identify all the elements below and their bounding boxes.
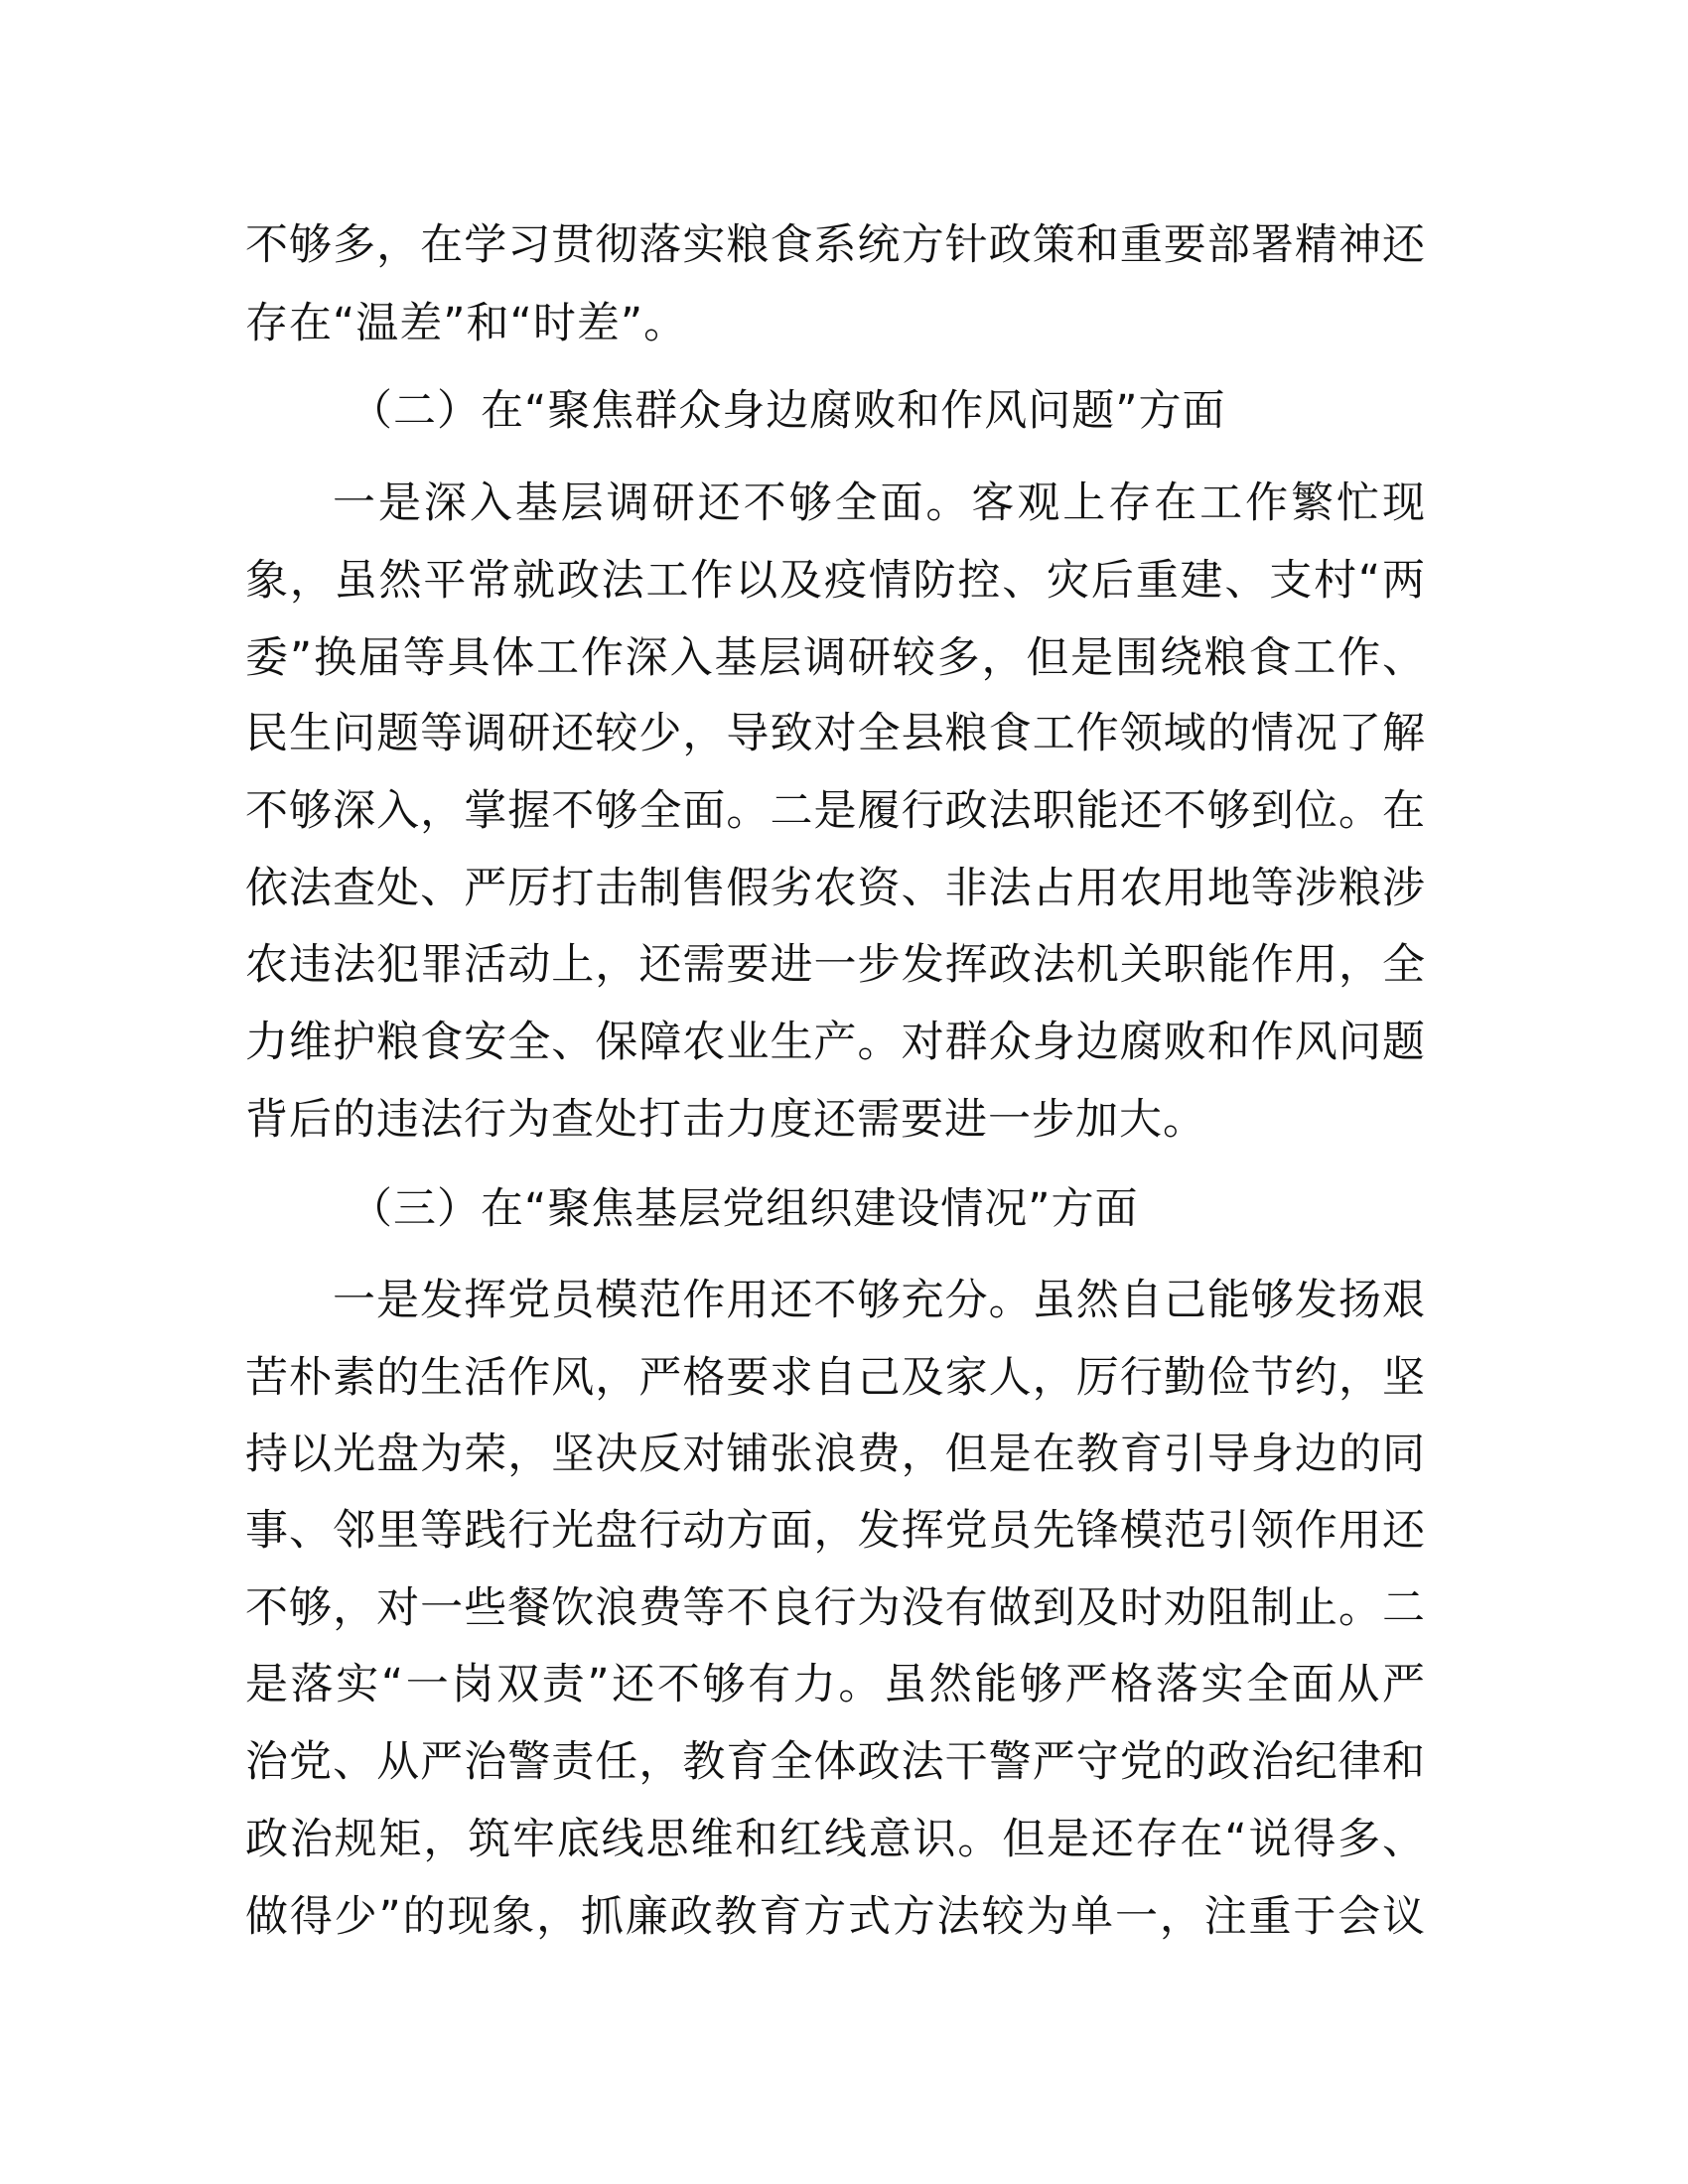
paragraph-line: 背后的违法行为查处打击力度还需要进一步加大。 xyxy=(245,1095,1206,1145)
paragraph-line: 做得少”的现象，抓廉政教育方式方法较为单一，注重于会议 xyxy=(245,1892,1426,1942)
paragraph-line: 一是深入基层调研还不够全面。客观上存在工作繁忙现 xyxy=(333,478,1426,528)
paragraph-line: 不够，对一些餐饮浪费等不良行为没有做到及时劝阻制止。二 xyxy=(245,1583,1426,1633)
paragraph-line: 不够多，在学习贯彻落实粮食系统方针政策和重要部署精神还 xyxy=(245,220,1426,270)
paragraph-line: 存在“温差”和“时差”。 xyxy=(245,299,688,348)
paragraph-line: 民生问题等调研还较少，导致对全县粮食工作领域的情况了解 xyxy=(245,709,1426,758)
paragraph-line: 持以光盘为荣，坚决反对铺张浪费，但是在教育引导身边的同 xyxy=(245,1430,1426,1479)
section-heading-3: （三）在“聚焦基层党组织建设情况”方面 xyxy=(350,1184,1139,1234)
paragraph-line: 治党、从严治警责任，教育全体政法干警严守党的政治纪律和 xyxy=(245,1737,1426,1787)
paragraph-line: 象，虽然平常就政法工作以及疫情防控、灾后重建、支村“两 xyxy=(245,556,1426,606)
paragraph-line: 苦朴素的生活作风，严格要求自己及家人，厉行勤俭节约，坚 xyxy=(245,1353,1426,1403)
section-heading-2: （二）在“聚焦群众身边腐败和作风问题”方面 xyxy=(350,386,1226,436)
paragraph-line: 力维护粮食安全、保障农业生产。对群众身边腐败和作风问题 xyxy=(245,1018,1426,1067)
paragraph-line: 农违法犯罪活动上，还需要进一步发挥政法机关职能作用，全 xyxy=(245,940,1426,990)
paragraph-line: 事、邻里等践行光盘行动方面，发挥党员先锋模范引领作用还 xyxy=(245,1506,1426,1556)
paragraph-line: 是落实“一岗双责”还不够有力。虽然能够严格落实全面从严 xyxy=(245,1660,1426,1709)
paragraph-line: 不够深入，掌握不够全面。二是履行政法职能还不够到位。在 xyxy=(245,786,1426,836)
paragraph-line: 政治规矩，筑牢底线思维和红线意识。但是还存在“说得多、 xyxy=(245,1815,1426,1864)
paragraph-line: 委”换届等具体工作深入基层调研较多，但是围绕粮食工作、 xyxy=(245,633,1426,683)
paragraph-line: 一是发挥党员模范作用还不够充分。虽然自己能够发扬艰 xyxy=(333,1276,1426,1325)
paragraph-line: 依法查处、严厉打击制售假劣农资、非法占用农用地等涉粮涉 xyxy=(245,864,1426,913)
